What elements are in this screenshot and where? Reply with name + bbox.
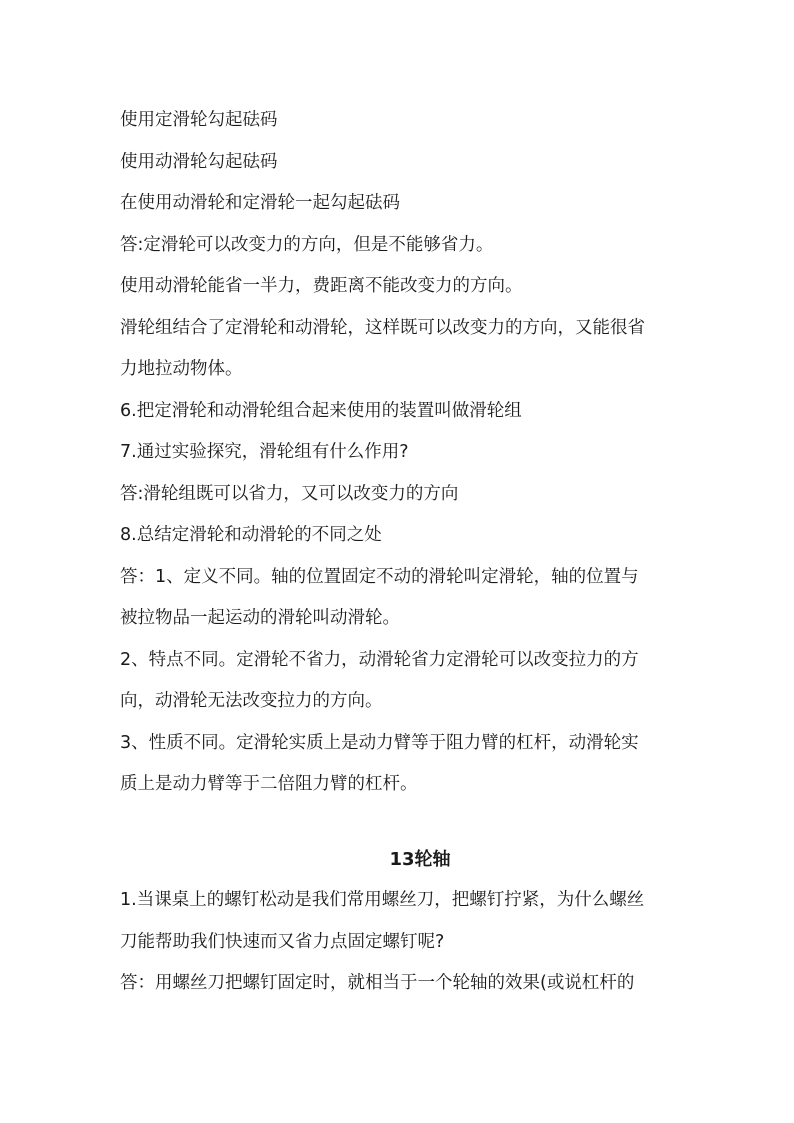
text-line: 被拉物品一起运动的滑轮叫动滑轮。 [120, 608, 400, 628]
text-line: 7.通过实验探究，滑轮组有什么作用? [120, 442, 409, 462]
text-line: 滑轮组结合了定滑轮和动滑轮，这样既可以改变力的方向，又能很省 [120, 317, 645, 338]
text-line: 答:滑轮组既可以省力，又可以改变力的方向 [120, 483, 459, 504]
text-line: 答：用螺丝刀把螺钉固定时，就相当于一个轮轴的效果(或说杠杆的 [120, 973, 635, 993]
text-line: 使用定滑轮勾起砝码 [120, 110, 278, 130]
text-line: 3、性质不同。定滑轮实质上是动力臂等于阻力臂的杠杆，动滑轮实 [120, 732, 639, 753]
text-line: 刀能帮助我们快速而又省力点固定螺钉呢? [120, 931, 445, 952]
text-line: 8.总结定滑轮和动滑轮的不同之处 [120, 525, 382, 545]
text-line: 答:定滑轮可以改变力的方向，但是不能够省力。 [120, 234, 494, 255]
text-line: 2、特点不同。定滑轮不省力，动滑轮省力定滑轮可以改变拉力的方 [120, 649, 639, 670]
text-line: 6.把定滑轮和动滑轮组合起来使用的装置叫做滑轮组 [120, 400, 522, 421]
text-line: 使用动滑轮勾起砝码 [120, 151, 278, 172]
text-line: 向，动滑轮无法改变拉力的方向。 [120, 691, 383, 711]
text-line: 1.当课桌上的螺钉松动是我们常用螺丝刀，把螺钉拧紧，为什么螺丝 [120, 890, 645, 910]
document-page [120, 100, 680, 1005]
text-line: 质上是动力臂等于二倍阻力臂的杠杆。 [120, 774, 418, 794]
text-line: 力地拉动物体。 [120, 359, 243, 379]
text-line: 答：1、定义不同。轴的位置固定不动的滑轮叫定滑轮，轴的位置与 [120, 566, 639, 587]
section-heading: 13轮轴 [389, 848, 451, 870]
text-line: 在使用动滑轮和定滑轮一起勾起砝码 [120, 193, 400, 213]
text-line: 使用动滑轮能省一半力，费距离不能改变力的方向。 [120, 276, 523, 296]
